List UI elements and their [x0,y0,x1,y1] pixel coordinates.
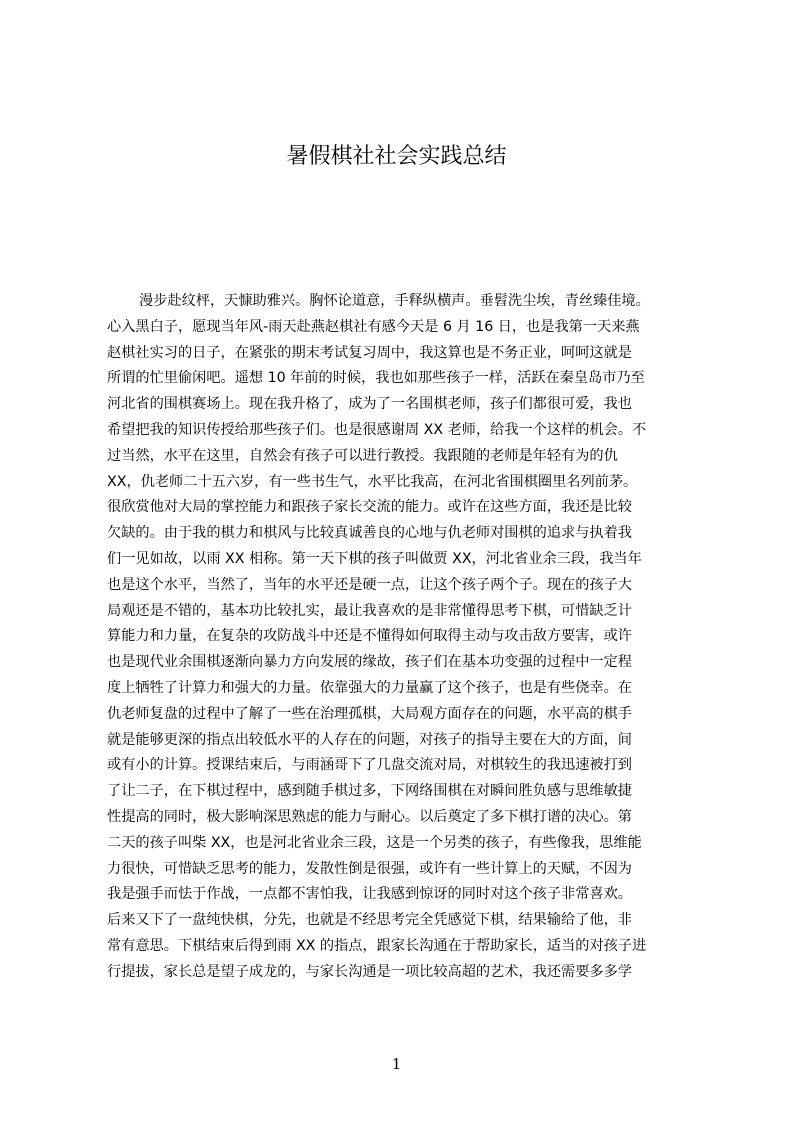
text-line: 过当然，水平在这里，自然会有孩子可以进行教授。我跟随的老师是年轻有为的仇 [107,447,618,464]
text-line: XX，仇老师二十五六岁，有一些书生气，水平比我高，在河北省围棋圈里名列前茅。 [107,473,638,490]
text-line: 河北省的围棋赛场上。现在我升格了，成为了一名围棋老师，孩子们都很可爱，我也 [107,396,632,413]
text-line: 或有小的计算。授课结束后，与雨涵哥下了几盘交流对局，对棋较生的我迅速被打到 [107,757,632,774]
text-line: 所谓的忙里偷闲吧。遥想 10 年前的时候，我也如那些孩子一样，活跃在秦皇岛市乃至 [107,370,645,387]
text-line: 常有意思。下棋结束后得到雨 XX 的指点，跟家长沟通在于帮助家长，适当的对孩子进 [107,937,647,954]
text-line: 很欣赏他对大局的掌控能力和跟孩子家长交流的能力。或许在这些方面，我还是比较 [107,499,632,516]
text-line: 也是这个水平，当然了，当年的水平还是硬一点，让这个孩子两个子。现在的孩子大 [107,576,632,593]
document-title: 暑假棋社社会实践总结 [286,144,507,169]
text-line: 我是强手而怯于作战，一点都不害怕我，让我感到惊讶的同时对这个孩子非常喜欢。 [107,886,632,903]
text-line: 仇老师复盘的过程中了解了一些在治理孤棋，大局观方面存在的问题，水平高的棋手 [107,705,632,722]
text-line: 漫步赴纹枰，天慷助雅兴。胸怀论道意，手释纵横声。垂髫洗尘埃，青丝臻佳境。 [139,293,650,309]
text-line: 力很快，可惜缺乏思考的能力，发散性倒是很强，或许有一些计算上的天赋，不因为 [107,860,632,877]
page-number: 1 [391,1055,402,1073]
text-line: 行提拔，家长总是望子成龙的，与家长沟通是一项比较高超的艺术，我还需要多多学 [107,963,632,980]
text-line: 欠缺的。由于我的棋力和棋风与比较真诚善良的心地与仇老师对围棋的追求与执着我 [107,525,632,542]
text-line: 了让二子，在下棋过程中，感到随手棋过多，下网络围棋在对瞬间胜负感与思维敏捷 [107,783,632,800]
text-line: 们一见如故，以雨 XX 相称。第一天下棋的孩子叫做贾 XX，河北省业余三段，我当年 [107,550,642,567]
text-line: 心入黑白子，愿现当年风-雨天赴燕赵棋社有感今天是 6 月 16 日，也是我第一天来燕 [107,318,640,335]
text-line: 也是现代业余围棋逐渐向暴力方向发展的缘故，孩子们在基本功变强的过程中一定程 [107,654,632,671]
text-line: 希望把我的知识传授给那些孩子们。也是很感谢周 XX 老师，给我一个这样的机会。不 [107,421,647,438]
text-line: 二天的孩子叫柴 XX，也是河北省业余三段，这是一个另类的孩子，有些像我，思维能 [107,834,642,851]
text-line: 局观还是不错的，基本功比较扎实，最让我喜欢的是非常懂得思考下棋，可惜缺乏计 [107,602,632,619]
text-line: 算能力和力量，在复杂的攻防战斗中还是不懂得如何取得主动与攻击敌方要害，或许 [107,628,632,645]
body-paragraph [107,289,703,986]
text-line: 后来又下了一盘纯快棋，分先，也就是不经思考完全凭感觉下棋，结果输给了他，非 [107,912,632,929]
text-line: 就是能够更深的指点出较低水平的人存在的问题，对孩子的指导主要在大的方面，间 [107,731,632,748]
text-line: 度上牺牲了计算力和强大的力量。依靠强大的力量赢了这个孩子，也是有些侥幸。在 [107,679,632,696]
text-line: 赵棋社实习的日子，在紧张的期末考试复习周中，我这算也是不务正业，呵呵这就是 [107,344,632,361]
text-line: 性提高的同时，极大影响深思熟虑的能力与耐心。以后奠定了多下棋打谱的决心。第 [107,808,632,825]
